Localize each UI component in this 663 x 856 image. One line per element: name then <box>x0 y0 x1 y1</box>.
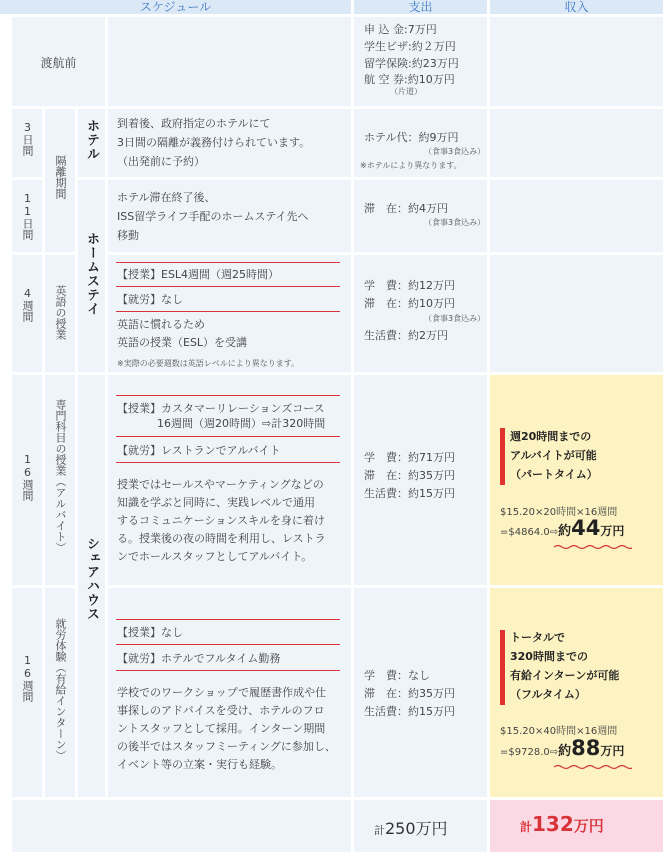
total-income: 計132万円 <box>520 812 604 836</box>
row2-expense: 滞 在：約4万円 <box>364 202 448 215</box>
total-expense-cell <box>354 800 487 852</box>
row1-expense-note2: ※ホテルにより異なります。 <box>360 161 462 170</box>
header-income: 収入 <box>490 0 663 14</box>
divider <box>116 262 340 263</box>
row2-expense-note: （食事3食込み） <box>424 218 486 227</box>
phase-cell-english <box>45 255 75 372</box>
row5-desc-line: の後半ではスタッフミーティングに参加し、 <box>117 740 336 753</box>
row3-income-cell <box>490 255 663 372</box>
pre-expense-2: 学生ビザ:約２万円 <box>364 40 456 53</box>
income-marker <box>500 428 505 485</box>
divider <box>116 619 340 620</box>
row4-desc-line: ンでホールスタッフとしてアルバイト。 <box>117 550 313 563</box>
income-marker <box>500 630 505 705</box>
row3-desc-line: 英語に慣れるため <box>117 318 205 331</box>
duration-cell-4 <box>12 375 42 585</box>
divider <box>116 670 340 671</box>
housing-homestay: ホームステイ <box>84 232 99 316</box>
row4-expense-1: 学 費：約71万円 <box>364 451 455 464</box>
row5-desc-line: ントスタッフとして採用。インターン期間 <box>117 722 326 735</box>
wavy-underline <box>554 544 632 550</box>
row4-expense-3: 生活費：約15万円 <box>364 487 455 500</box>
pre-expense-cell <box>354 17 487 106</box>
row4-income-title: （パートタイム） <box>510 468 598 481</box>
row5-income-cell <box>490 588 663 797</box>
row3-work: 【就労】なし <box>117 293 183 306</box>
row4-income-title: 週20時間までの <box>510 430 592 443</box>
duration-2: 11日間 <box>21 192 34 240</box>
header-schedule: スケジュール <box>0 0 351 14</box>
row4-desc-line: 授業ではセールスやマーケティングなどの <box>117 478 324 491</box>
phase-specialty: 専門科目の授業（アルバイト） <box>54 399 67 553</box>
row1-expense: ホテル代：約9万円 <box>364 131 459 144</box>
divider <box>116 436 340 437</box>
row1-desc-line: 3日間の隔離が義務付けられています。 <box>117 136 311 149</box>
row2-income-cell <box>490 180 663 252</box>
pre-desc-cell <box>108 17 351 106</box>
duration-4: 16週間 <box>21 453 34 501</box>
row3-desc-line: 英語の授業（ESL）を受講 <box>117 336 248 349</box>
row5-expense-1: 学 費：なし <box>364 669 430 682</box>
phase-cell-work <box>45 588 75 797</box>
row1-desc-cell <box>108 109 351 177</box>
row5-income-calc1: $15.20×40時間×16週間 <box>500 726 618 737</box>
row2-desc-line: 移動 <box>117 229 139 242</box>
divider <box>116 462 340 463</box>
duration-5: 16週間 <box>21 654 34 702</box>
pre-expense-1: 申 込 金:7万円 <box>364 23 437 36</box>
row5-income-title: トータルで <box>510 631 565 644</box>
flight-note: （片道） <box>390 87 422 96</box>
row5-expense-3: 生活費：約15万円 <box>364 705 455 718</box>
duration-3: 4週間 <box>21 287 34 322</box>
row5-income-title: 有給インターンが可能 <box>510 669 620 682</box>
total-expense: 計250万円 <box>374 819 448 838</box>
row5-income-result: =$9728.0⇨約88万円 <box>500 736 625 760</box>
wavy-underline <box>554 764 632 770</box>
row4-expense-2: 滞 在：約35万円 <box>364 469 455 482</box>
duration-1: 3日間 <box>21 121 34 156</box>
row4-income-result: =$4864.0⇨約44万円 <box>500 516 625 540</box>
total-income-cell <box>490 800 663 852</box>
row5-income-title: （フルタイム） <box>510 688 586 701</box>
phase-work: 就労体験（有給インターン） <box>54 618 67 761</box>
row4-desc-line: る。授業後の夜の時間を利用し、レストラ <box>117 532 326 545</box>
housing-hotel: ホテル <box>84 119 99 161</box>
row1-expense-note: （食事3食込み） <box>424 147 486 156</box>
divider <box>116 395 340 396</box>
row3-expense-cell <box>354 255 487 372</box>
phase-quarantine: 隔離期間 <box>54 155 67 199</box>
row1-expense-cell <box>354 109 487 177</box>
row5-work: 【就労】ホテルでフルタイム勤務 <box>117 652 281 665</box>
row1-desc-line: （出発前に予約） <box>117 155 205 168</box>
row5-desc-line: 事探しのアドバイスを受け、ホテルのフロ <box>117 704 325 717</box>
header-expense: 支出 <box>354 0 487 14</box>
duration-cell-1 <box>12 109 42 177</box>
row4-income-cell <box>490 375 663 585</box>
row3-expense-1: 学 費：約12万円 <box>364 279 455 292</box>
pre-label-cell <box>12 17 105 106</box>
row4-desc-line: するコミュニケーションスキルを身に着け <box>117 514 325 527</box>
phase-cell-specialty <box>45 375 75 585</box>
row4-expense-cell <box>354 375 487 585</box>
row5-lesson: 【授業】なし <box>117 626 183 639</box>
row2-desc-cell <box>108 180 351 252</box>
total-label-cell <box>12 800 351 852</box>
row5-expense-2: 滞 在：約35万円 <box>364 687 455 700</box>
phase-cell-quarantine <box>45 109 75 252</box>
duration-cell-2 <box>12 180 42 252</box>
row3-note: ※実際の必要週数は英語レベルにより異なります。 <box>117 359 300 368</box>
row4-income-calc1: $15.20×20時間×16週間 <box>500 507 618 518</box>
housing-cell-hotel <box>78 109 105 177</box>
row2-expense-cell <box>354 180 487 252</box>
housing-cell-share <box>78 375 105 797</box>
row3-lesson: 【授業】ESL4週間（週25時間） <box>117 268 280 281</box>
pre-expense-3: 留学保険:約23万円 <box>364 57 459 70</box>
row4-lesson-1: 【授業】カスタマーリレーションズコース <box>117 402 325 415</box>
row2-desc-line: ホテル滞在終了後、 <box>117 191 216 204</box>
row5-expense-cell <box>354 588 487 797</box>
divider <box>116 286 340 287</box>
row1-income-cell <box>490 109 663 177</box>
row4-income-title: アルバイトが可能 <box>510 449 597 462</box>
housing-share: シェアハウス <box>84 537 99 621</box>
row3-expense-2-note: （食事3食込み） <box>424 314 486 323</box>
pre-label: 渡航前 <box>40 56 77 70</box>
duration-cell-3 <box>12 255 42 372</box>
row4-desc-line: 知識を学ぶと同時に、実践レベルで通用 <box>117 496 315 509</box>
phase-english: 英語の授業 <box>54 285 67 340</box>
row5-desc-line: 学校でのワークショップで履歴書作成や仕 <box>117 686 327 699</box>
row2-desc-line: ISS留学ライフ手配のホームステイ先へ <box>117 210 309 223</box>
row1-desc-line: 到着後、政府指定のホテルにて <box>117 117 271 130</box>
divider <box>116 644 340 645</box>
row3-expense-3: 生活費：約2万円 <box>364 329 448 342</box>
pre-income-cell <box>490 17 663 106</box>
row5-desc-line: イベント等の立案・実行も経験。 <box>117 758 282 771</box>
row3-expense-2: 滞 在：約10万円 <box>364 297 455 310</box>
row4-work: 【就労】レストランでアルバイト <box>117 444 281 457</box>
row4-lesson-2: 16週間（週20時間）⇨計320時間 <box>157 417 326 430</box>
pre-expense-4: 航 空 券:約10万円 <box>364 73 455 86</box>
row5-income-title: 320時間までの <box>510 650 588 663</box>
duration-cell-5 <box>12 588 42 797</box>
housing-cell-homestay <box>78 180 105 372</box>
divider <box>116 311 340 312</box>
